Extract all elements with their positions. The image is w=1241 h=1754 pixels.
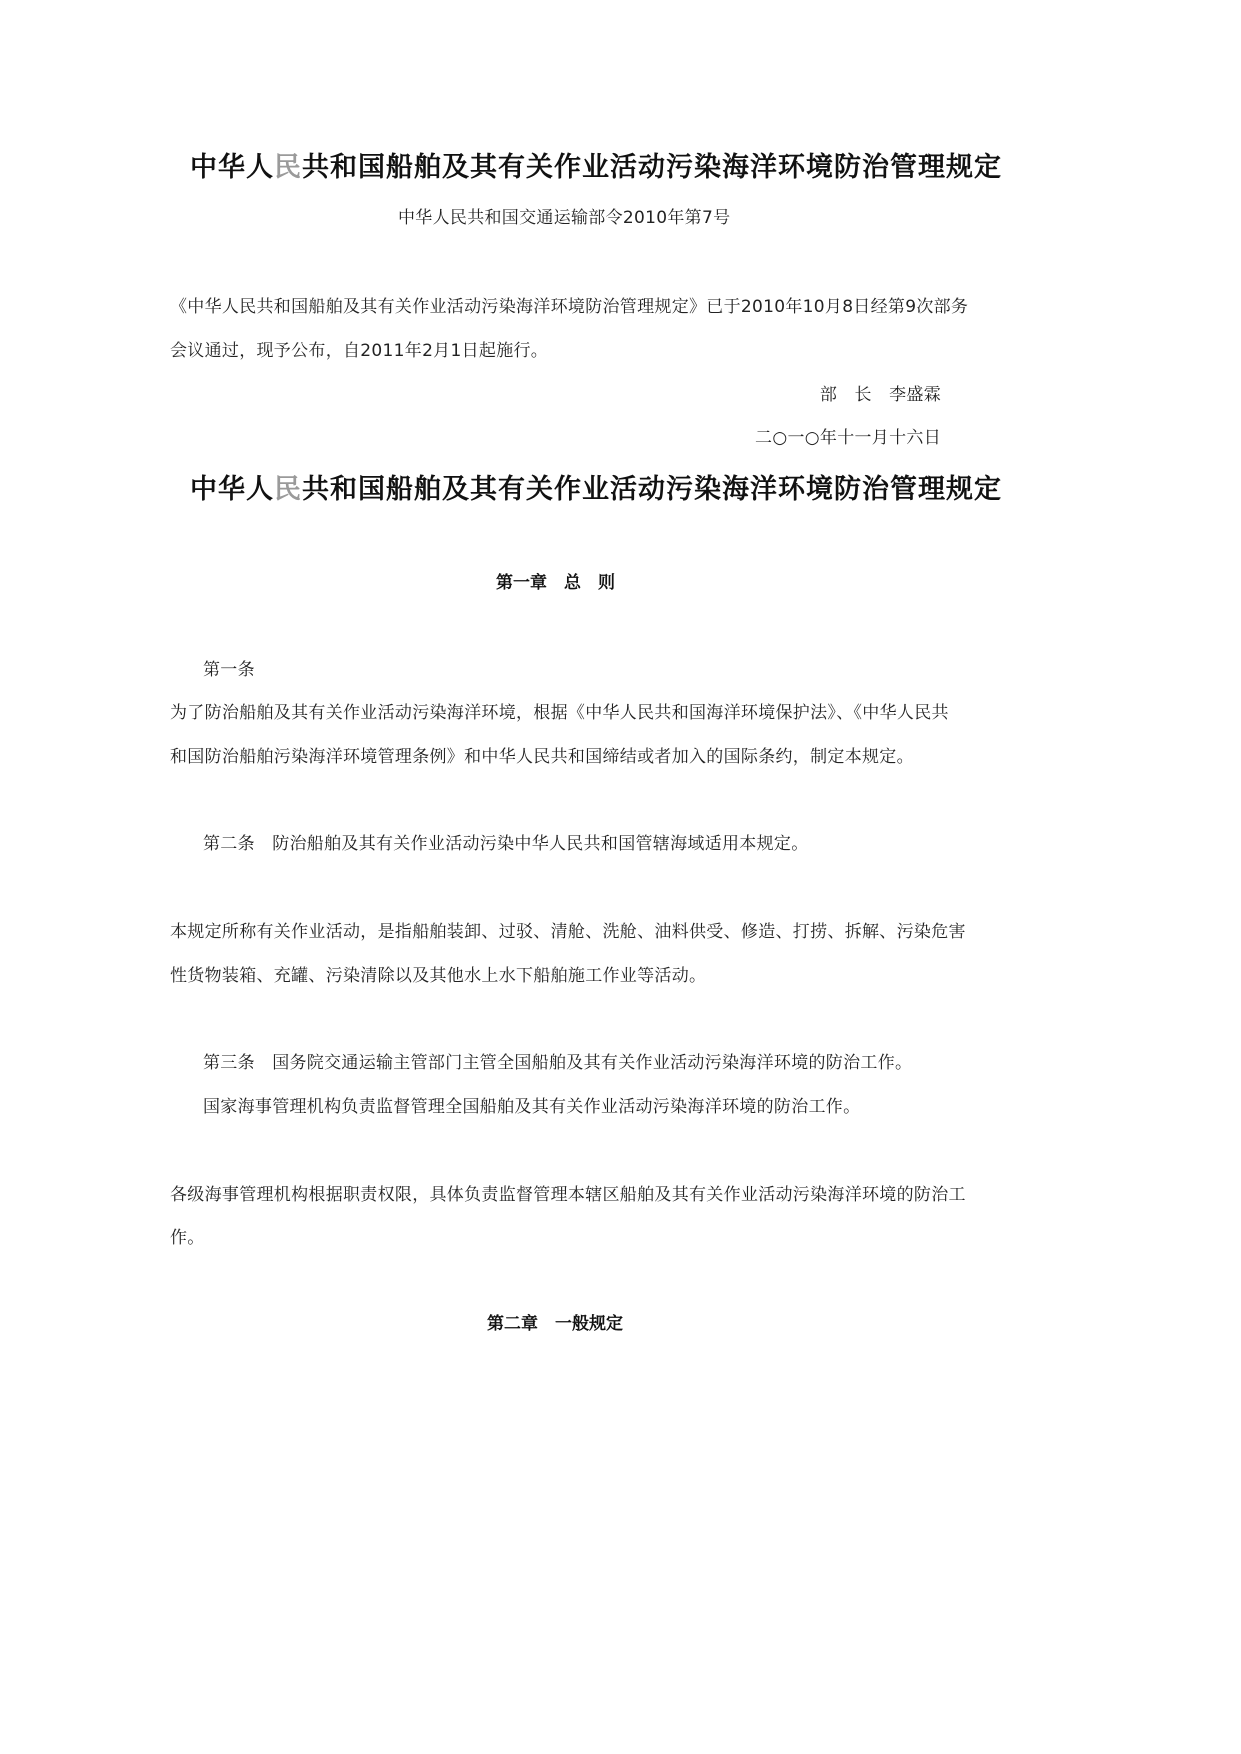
- chapter-1-heading: 第一章 总 则: [496, 573, 615, 593]
- intro-line-1: 《中华人民共和国船舶及其有关作业活动污染海洋环境防治管理规定》已于2010年10月8日经第9次部务: [170, 297, 969, 317]
- document-title: [190, 145, 1002, 184]
- article-2: 第二条 防治船舶及其有关作业活动污染中华人民共和国管辖海域适用本规定。: [203, 834, 809, 854]
- title-part2: 共和国船舶及其有关作业活动污染海洋环境防治管理规定: [302, 474, 1002, 505]
- decree-number: 中华人民共和国交通运输部令2010年第7号: [398, 208, 731, 228]
- intro-line-2: 会议通过，现予公布，自2011年2月1日起施行。: [170, 341, 549, 361]
- chapter-2-heading: 第二章 一般规定: [487, 1314, 623, 1334]
- article-2-para-2-line-2: 性货物装箱、充罐、污染清除以及其他水上水下船舶施工作业等活动。: [170, 966, 707, 986]
- article-3-para-3-line-1: 各级海事管理机构根据职责权限，具体负责监督管理本辖区船舶及其有关作业活动污染海洋环境的防治工: [170, 1185, 966, 1205]
- article-1-line-2: 和国防治船舶污染海洋环境管理条例》和中华人民共和国缔结或者加入的国际条约，制定本规定。: [170, 747, 914, 767]
- article-1-heading: 第一条: [203, 660, 255, 680]
- article-1-line-1: 为了防治船舶及其有关作业活动污染海洋环境，根据《中华人民共和国海洋环境保护法》、《中华人民共: [170, 703, 949, 723]
- article-2-para-2-line-1: 本规定所称有关作业活动，是指船舶装卸、过驳、清舱、洗舱、油料供受、修造、打捞、拆解、污染危害: [170, 922, 966, 942]
- title-faint-char: 民: [274, 152, 302, 183]
- issue-date: 二○一○年十一月十六日: [755, 428, 941, 448]
- title-faint-char: 民: [274, 474, 302, 505]
- title-part1: 中华人: [190, 474, 274, 505]
- article-3-para-3-line-2: 作。: [170, 1228, 205, 1248]
- article-3-para-2: 国家海事管理机构负责监督管理全国船舶及其有关作业活动污染海洋环境的防治工作。: [203, 1097, 861, 1117]
- title-part1: 中华人: [190, 152, 274, 183]
- article-3: 第三条 国务院交通运输主管部门主管全国船舶及其有关作业活动污染海洋环境的防治工作。: [203, 1053, 913, 1073]
- regulation-title: [190, 467, 1002, 506]
- signatory: 部 长 李盛霖: [819, 385, 941, 405]
- title-part2: 共和国船舶及其有关作业活动污染海洋环境防治管理规定: [302, 152, 1002, 183]
